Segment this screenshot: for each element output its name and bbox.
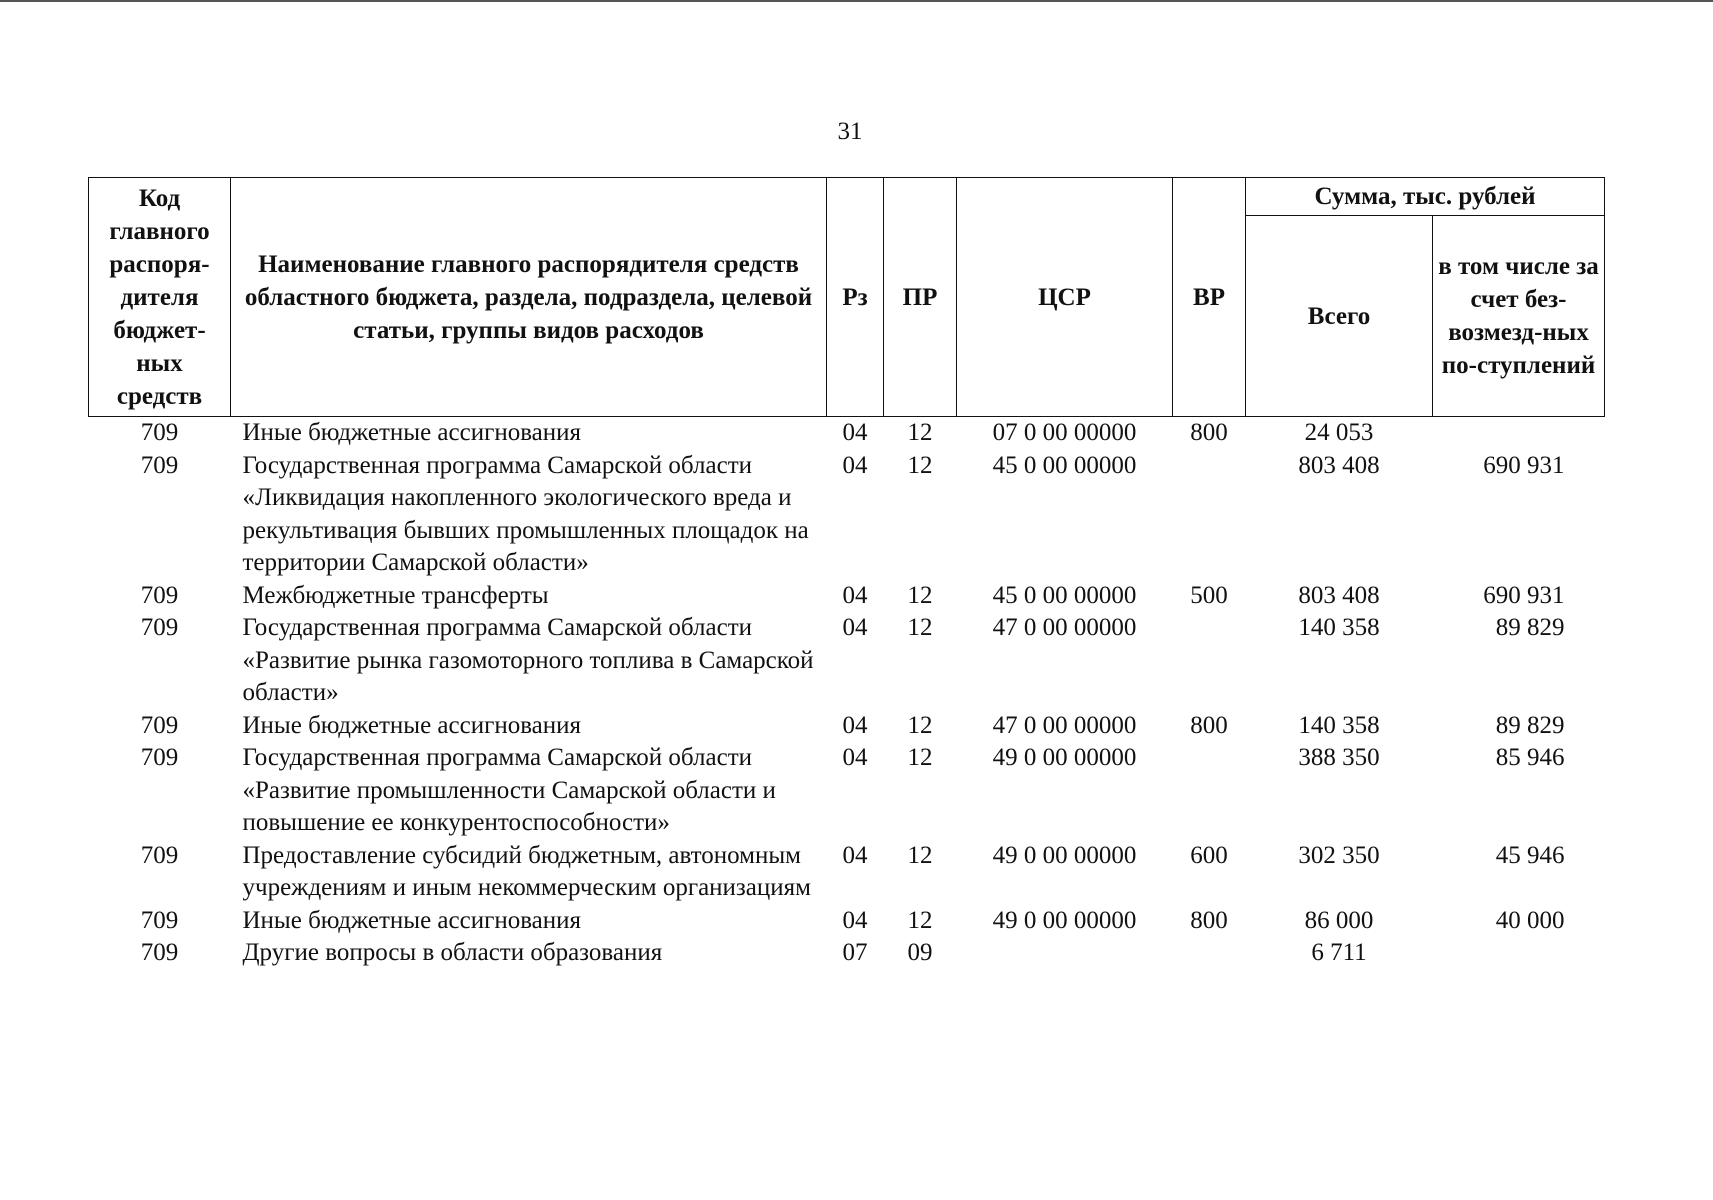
cell-code: 709	[140, 419, 179, 446]
table-row	[89, 937, 1605, 970]
cell-total: 86 000	[1304, 906, 1374, 934]
header-csr: ЦСР	[957, 178, 1173, 417]
cell-csr: 47 0 00 00000	[992, 614, 1137, 641]
cell-free: 40 000	[1495, 906, 1565, 934]
cell-vr: 500	[1190, 581, 1228, 609]
cell-code: 709	[140, 581, 179, 609]
table-row	[89, 580, 1605, 613]
header-rz: Рз	[827, 178, 884, 417]
cell-csr: 49 0 00 00000	[992, 744, 1137, 771]
page-top-rule	[0, 0, 1713, 2]
cell-free: 45 946	[1495, 841, 1565, 869]
cell-pr: 12	[907, 581, 933, 609]
cell-csr: 47 0 00 00000	[992, 711, 1137, 739]
header-name: Наименование главного распорядителя средств областного бюджета, раздела, подраздела, целевой статьи, группы видов расходов	[231, 178, 827, 417]
cell-pr: 12	[907, 906, 933, 934]
cell-rz: 07	[842, 939, 868, 966]
cell-pr: 12	[907, 744, 933, 771]
cell-vr	[1173, 742, 1246, 840]
cell-total: 803 408	[1298, 581, 1380, 609]
header-code: Код главного распоря-дителя бюджет-ных средств	[89, 178, 231, 417]
cell-free: 89 829	[1495, 711, 1565, 739]
cell-rz: 04	[842, 744, 868, 771]
cell-vr: 800	[1190, 419, 1228, 446]
cell-vr: 600	[1190, 841, 1228, 869]
cell-free: 690 931	[1483, 581, 1565, 609]
cell-pr: 12	[907, 711, 933, 739]
cell-name: Государственная программа Самарской области «Ликвидация накопленного экологического вреда и рекультивация бывших промышленных площадок на территории Самарской области»	[242, 451, 809, 576]
header-free: в том числе за счет без-возмезд-ных по-ступлений	[1433, 216, 1605, 417]
cell-csr: 49 0 00 00000	[992, 841, 1137, 869]
table-body	[89, 417, 1605, 970]
cell-name: Государственная программа Самарской области «Развитие промышленности Самарской области и повышение ее конкурентоспособности»	[242, 744, 776, 836]
table-row	[89, 612, 1605, 710]
cell-pr: 12	[907, 841, 933, 869]
cell-pr: 12	[907, 451, 933, 479]
cell-name: Предоставление субсидий бюджетным, автономным учреждениям и иным некоммерческим организациям	[242, 841, 811, 901]
cell-pr: 12	[907, 419, 933, 446]
table-row	[89, 450, 1605, 580]
cell-name: Иные бюджетные ассигнования	[242, 906, 582, 934]
cell-pr: 09	[907, 939, 933, 966]
cell-csr: 07 0 00 00000	[992, 419, 1137, 446]
cell-rz: 04	[842, 581, 868, 609]
cell-csr: 45 0 00 00000	[992, 581, 1137, 609]
header-pr: ПР	[884, 178, 957, 417]
table-row	[89, 905, 1605, 938]
cell-free: 85 946	[1495, 744, 1565, 771]
cell-name: Государственная программа Самарской области «Развитие рынка газомоторного топлива в Самарской области»	[242, 614, 814, 706]
cell-code: 709	[140, 711, 179, 739]
cell-name: Иные бюджетные ассигнования	[242, 711, 582, 739]
cell-code: 709	[140, 906, 179, 934]
cell-code: 709	[140, 614, 179, 641]
header-total: Всего	[1246, 216, 1433, 417]
table-row	[89, 417, 1605, 450]
cell-code: 709	[140, 841, 179, 869]
cell-free: 89 829	[1495, 614, 1565, 641]
header-vr: ВР	[1173, 178, 1246, 417]
cell-csr: 45 0 00 00000	[992, 451, 1137, 479]
cell-rz: 04	[842, 906, 868, 934]
budget-table	[88, 177, 1605, 970]
cell-code: 709	[140, 451, 179, 479]
cell-rz: 04	[842, 419, 868, 446]
cell-rz: 04	[842, 711, 868, 739]
cell-total: 803 408	[1298, 451, 1380, 479]
table-row	[89, 710, 1605, 743]
cell-free	[1433, 417, 1605, 450]
cell-vr: 800	[1190, 711, 1228, 739]
cell-vr	[1173, 450, 1246, 580]
cell-free: 690 931	[1483, 451, 1565, 479]
cell-total: 6 711	[1311, 939, 1367, 966]
cell-vr	[1173, 612, 1246, 710]
cell-rz: 04	[842, 841, 868, 869]
table-row	[89, 840, 1605, 905]
cell-pr: 12	[907, 614, 933, 641]
cell-rz: 04	[842, 451, 868, 479]
cell-name: Межбюджетные трансферты	[242, 581, 549, 609]
table-row	[89, 742, 1605, 840]
cell-free	[1433, 937, 1605, 970]
cell-csr	[957, 937, 1173, 970]
cell-vr	[1173, 937, 1246, 970]
cell-total: 24 053	[1304, 419, 1374, 446]
cell-csr: 49 0 00 00000	[992, 906, 1137, 934]
cell-total: 302 350	[1298, 841, 1380, 869]
cell-rz: 04	[842, 614, 868, 641]
page-number: 31	[837, 118, 863, 145]
cell-total: 388 350	[1298, 744, 1380, 771]
cell-code: 709	[140, 744, 179, 771]
cell-code: 709	[140, 939, 179, 966]
header-sum-group: Сумма, тыс. рублей	[1246, 178, 1605, 216]
cell-total: 140 358	[1298, 711, 1380, 739]
cell-name: Другие вопросы в области образования	[242, 939, 663, 966]
cell-vr: 800	[1190, 906, 1228, 934]
cell-name: Иные бюджетные ассигнования	[242, 419, 582, 446]
cell-total: 140 358	[1298, 614, 1380, 641]
